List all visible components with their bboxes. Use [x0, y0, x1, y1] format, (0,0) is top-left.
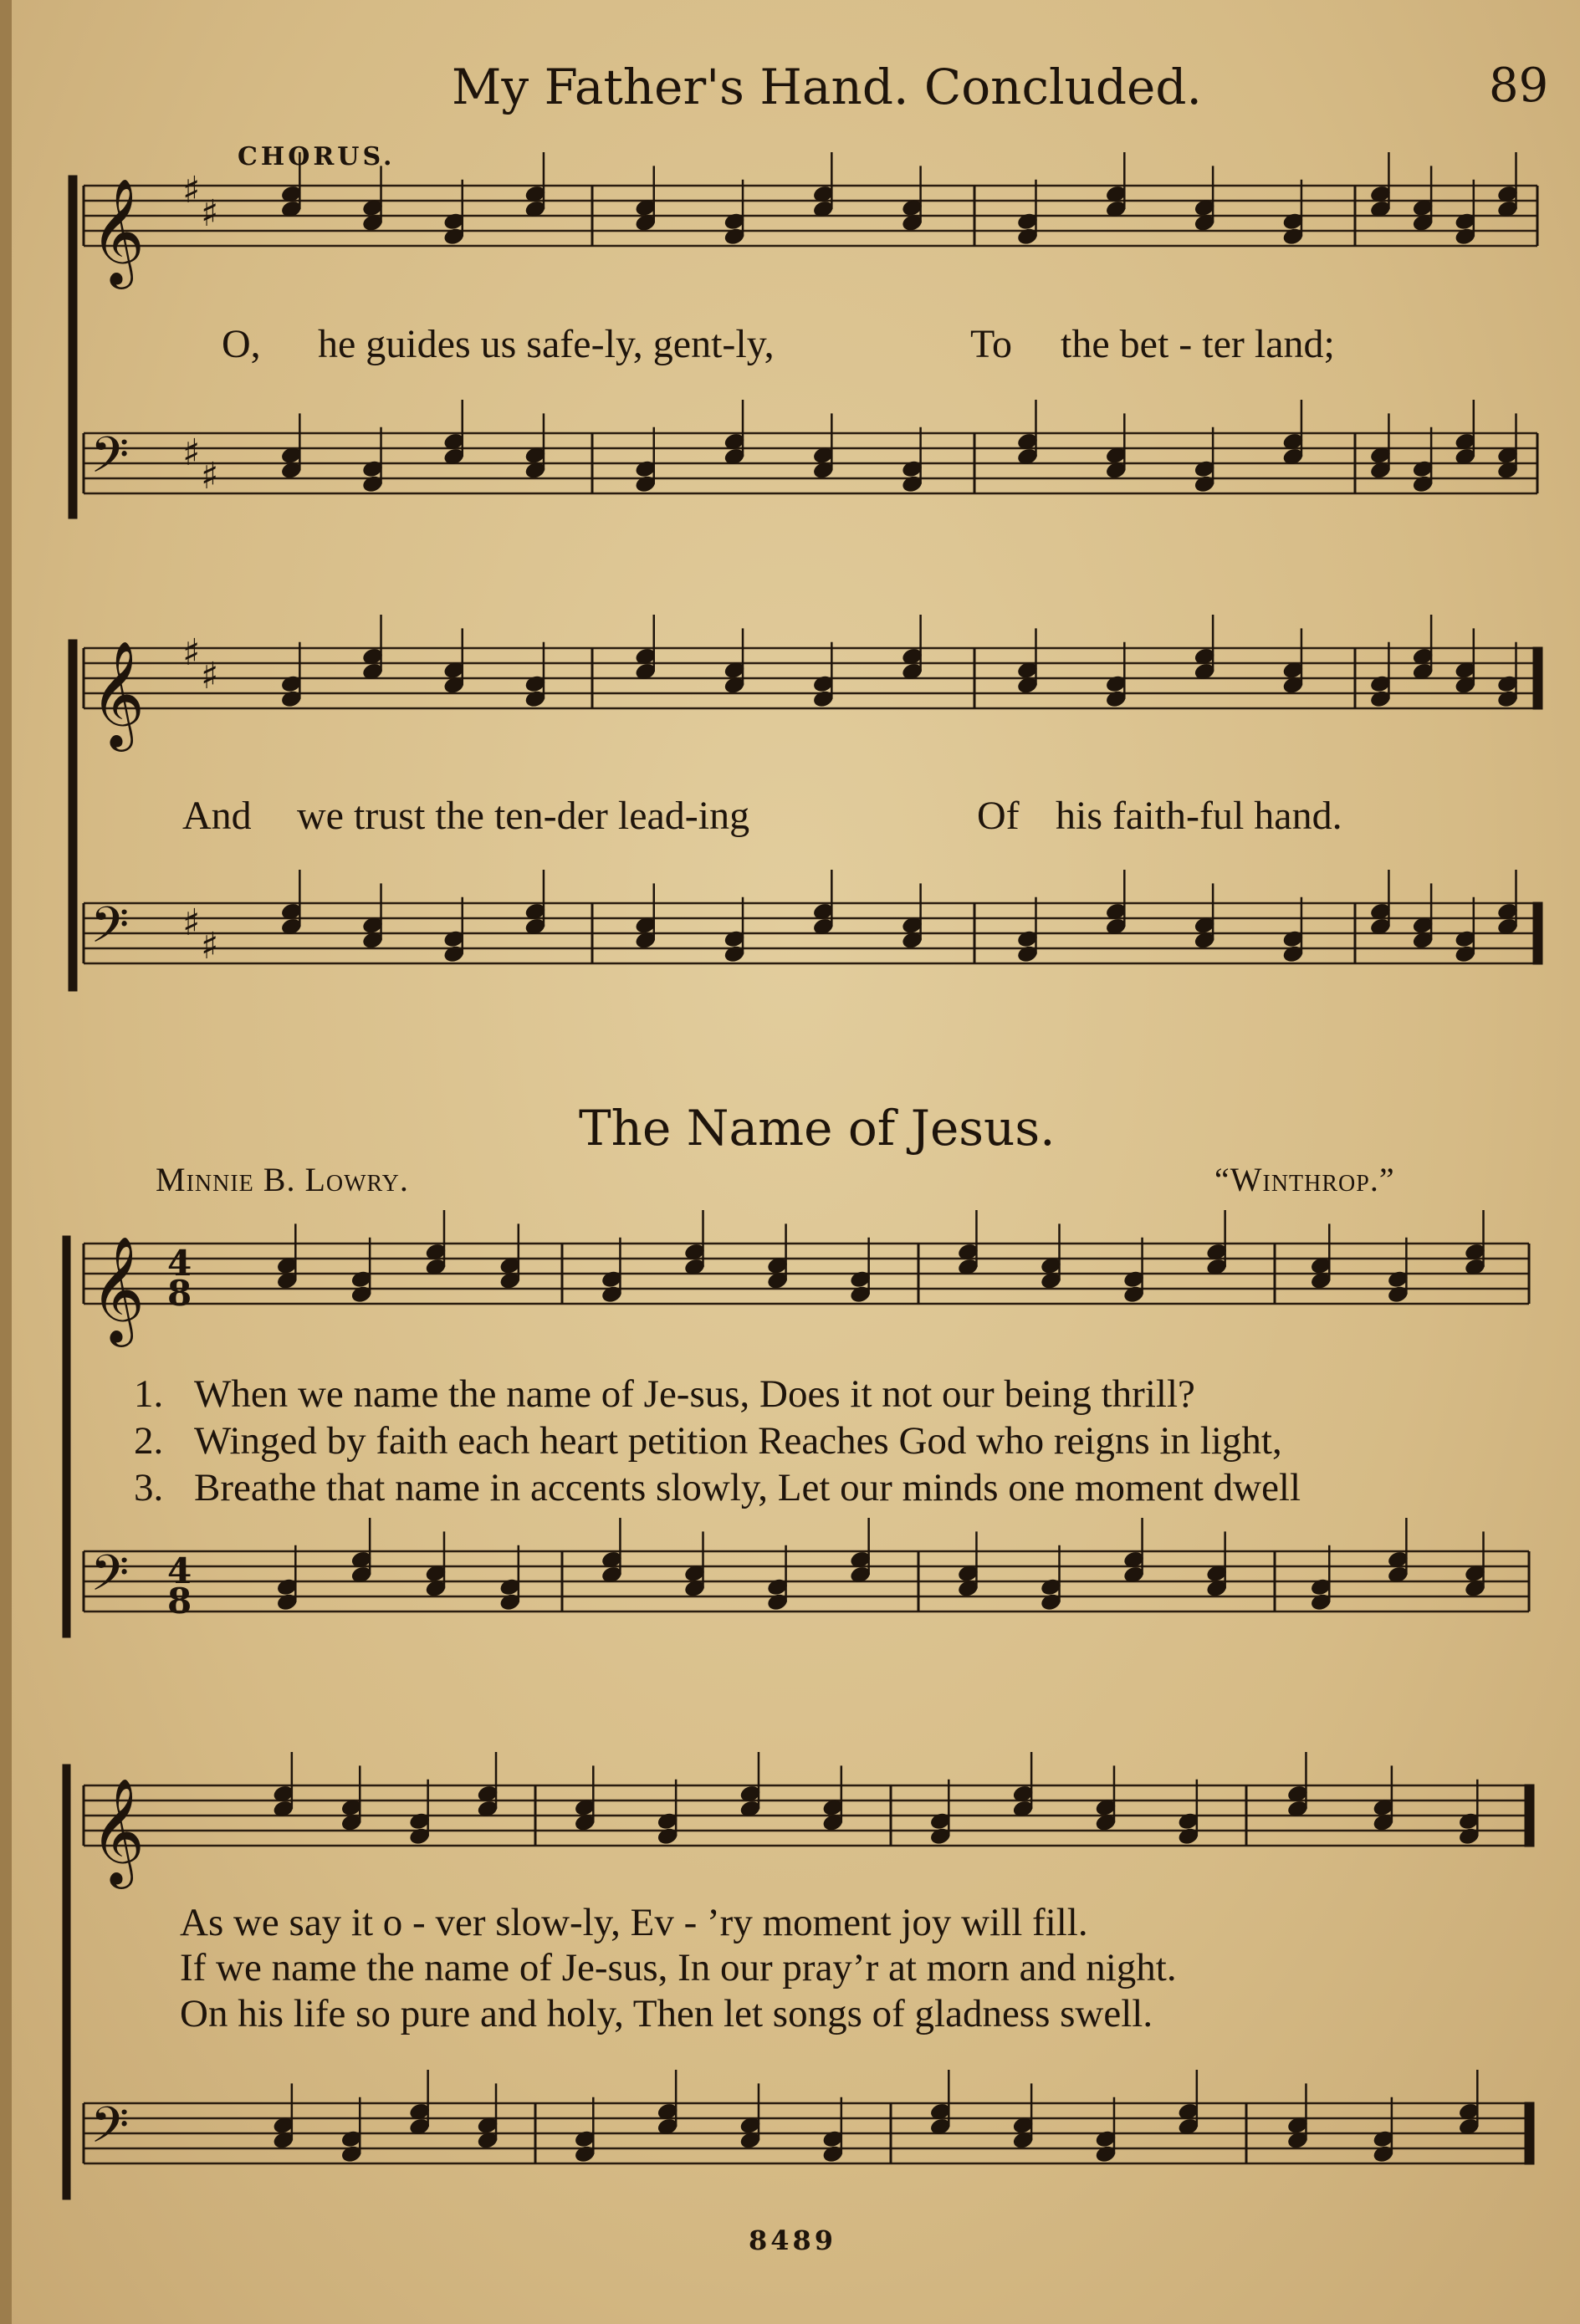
page-number: 89 — [1489, 59, 1549, 113]
final-barline — [1526, 2103, 1533, 2163]
time-signature-numerator: 4 — [167, 1243, 192, 1284]
sharp-icon: ♯ — [182, 432, 201, 474]
chorus-bass-1-staff — [84, 433, 1537, 493]
time-signature-numerator: 4 — [167, 1550, 192, 1591]
verse-2-line-1: Winged by faith each heart petition Reaches God who reigns in light, — [194, 1419, 1282, 1463]
verse-3-number: 3. — [134, 1466, 164, 1509]
treble-clef-icon: 𝄞 — [90, 1777, 146, 1884]
bass-clef-icon: 𝄢 — [90, 1544, 130, 1614]
chorus-lyric-1c: To — [970, 322, 1012, 366]
hymn-title: The Name of Jesus. — [579, 1100, 1056, 1157]
verse-2-number: 2. — [134, 1419, 164, 1463]
plate-number: 8489 — [749, 2224, 837, 2256]
chorus-treble-1-staff — [84, 186, 1537, 246]
system-bracket — [69, 176, 77, 518]
chorus-treble-2-staff — [84, 648, 1537, 708]
page-title: My Father's Hand. Concluded. — [452, 59, 1202, 115]
final-barline — [1526, 1785, 1533, 1846]
chorus-lyric-1a: O, — [222, 322, 261, 366]
chorus-lyric-2a: And — [182, 794, 252, 838]
verse-1-line-1: When we name the name of Je-sus, Does it not our being thrill? — [194, 1372, 1195, 1416]
system-bracket — [63, 1765, 70, 2199]
bass-clef-icon: 𝄢 — [90, 896, 130, 966]
sharp-icon: ♯ — [201, 655, 219, 697]
treble-clef-icon: 𝄞 — [90, 640, 146, 747]
hymn-treble-2-staff — [84, 1785, 1529, 1846]
chorus-lyric-1d: the bet - ter land; — [1061, 322, 1335, 366]
verse-1-line-2: As we say it o - ver slow-ly, Ev - ’ry moment joy will fill. — [180, 1901, 1088, 1944]
sharp-icon: ♯ — [201, 192, 219, 235]
system-bracket — [63, 1236, 70, 1637]
sharp-icon: ♯ — [182, 631, 201, 674]
hymn-tune: “Winthrop.” — [1214, 1161, 1395, 1198]
sharp-icon: ♯ — [201, 455, 219, 498]
verse-1-number: 1. — [134, 1372, 164, 1416]
hymn-bass-2-staff — [84, 2103, 1529, 2163]
bass-clef-icon: 𝄢 — [90, 2096, 130, 2166]
system-bracket — [69, 640, 77, 991]
chorus-lyric-2c: Of — [977, 794, 1020, 838]
treble-clef-icon: 𝄞 — [90, 1235, 146, 1342]
verse-3-line-1: Breathe that name in accents slowly, Let our minds one moment dwell — [194, 1466, 1301, 1509]
hymn-author: Minnie B. Lowry. — [156, 1161, 409, 1198]
time-signature-denominator: 8 — [167, 1273, 192, 1314]
verse-2-line-2: If we name the name of Je-sus, In our pray’r at morn and night. — [180, 1946, 1177, 1989]
final-barline — [1534, 903, 1542, 963]
hymn-treble-1-staff — [84, 1244, 1529, 1304]
chorus-lyric-2d: his faith-ful hand. — [1056, 794, 1342, 838]
chorus-lyric-2b: we trust the ten-der lead-ing — [297, 794, 750, 838]
time-signature-denominator: 8 — [167, 1581, 192, 1622]
final-barline — [1534, 648, 1542, 708]
chorus-bass-2-staff — [84, 903, 1537, 963]
chorus-lyric-1b: he guides us safe-ly, gent-ly, — [318, 322, 775, 366]
sharp-icon: ♯ — [201, 925, 219, 968]
bass-clef-icon: 𝄢 — [90, 426, 130, 496]
chorus-label: CHORUS. — [238, 142, 396, 171]
verse-3-line-2: On his life so pure and holy, Then let songs of gladness swell. — [180, 1992, 1153, 2035]
sharp-icon: ♯ — [182, 169, 201, 212]
sharp-icon: ♯ — [182, 902, 201, 944]
treble-clef-icon: 𝄞 — [90, 177, 146, 284]
